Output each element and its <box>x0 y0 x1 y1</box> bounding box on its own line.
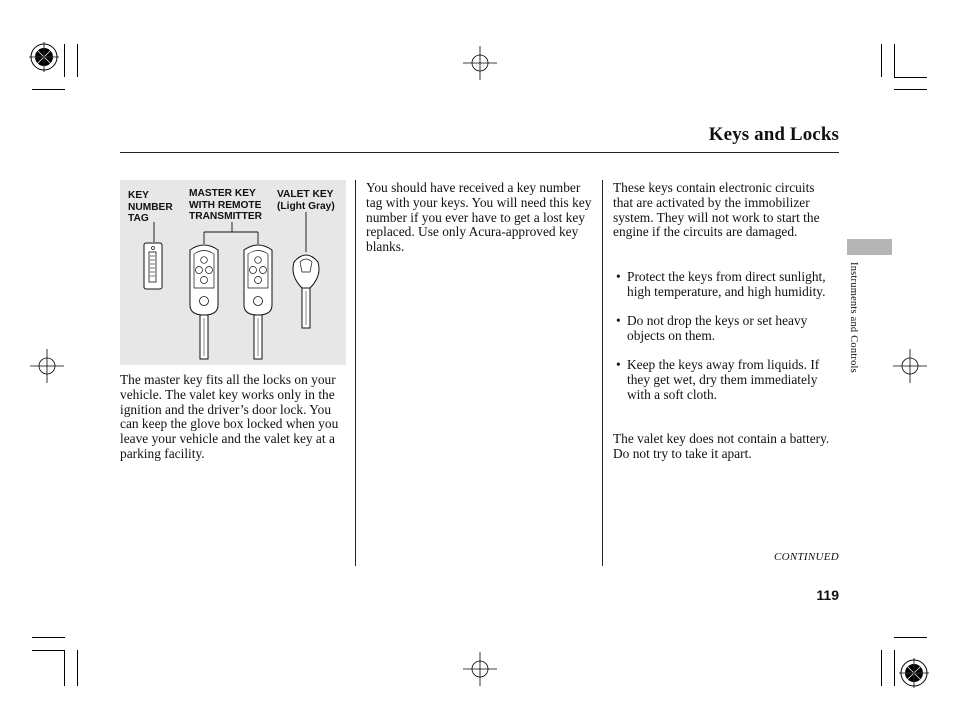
column-divider-2 <box>602 180 603 566</box>
bullet-icon: • <box>616 313 621 329</box>
list-item: • Protect the keys from direct sunlight, high temperature, and high humidity. <box>616 269 826 299</box>
keys-illustration <box>120 180 346 365</box>
column3-intro: These keys contain electronic circuits that are activated by the immobilizer system. They will not work to start the engine if the circuits are damaged. <box>613 180 820 240</box>
column1-paragraph: The master key fits all the locks on your vehicle. The valet key works only in the ignition and the driver’s door lock. You can keep the glove box locked when you leave your vehicle and the valet key at a parking facility. <box>120 372 339 461</box>
key-number-tag-icon <box>144 243 162 289</box>
section-tab <box>847 239 892 255</box>
continued-label: CONTINUED <box>773 551 839 563</box>
bullet-icon: • <box>616 269 621 284</box>
valet-key-label: VALET KEY (Light Gray) <box>277 189 335 212</box>
column2-paragraph: You should have received a key number tag with your keys. You will need this key number if you ever have to get a lost key replaced. Use only Acura-approved key blanks. <box>366 180 592 255</box>
column3-outro: The valet key does not contain a battery. Do not try to take it apart. <box>613 431 830 461</box>
master-key-icon <box>244 245 272 359</box>
registration-starburst-icon <box>899 658 929 688</box>
registration-starburst-icon <box>29 42 59 72</box>
page-number: 119 <box>816 587 839 603</box>
valet-key-icon <box>293 255 319 328</box>
bullet-icon: • <box>616 357 621 373</box>
registration-crosshair-icon <box>463 46 497 80</box>
precautions-list <box>613 270 837 417</box>
header-rule <box>120 152 839 153</box>
registration-crosshair-icon <box>30 349 64 383</box>
section-label: Instruments and Controls <box>848 262 859 373</box>
keys-drawing <box>120 180 346 365</box>
page-title: Keys and Locks <box>708 124 839 145</box>
master-key-icon <box>190 245 218 359</box>
registration-crosshair-icon <box>893 349 927 383</box>
registration-crosshair-icon <box>463 652 497 686</box>
master-key-label: MASTER KEY WITH REMOTE TRANSMITTER <box>189 188 263 222</box>
column-divider-1 <box>355 180 356 566</box>
list-item: • Do not drop the keys or set heavy objects on them. <box>616 313 808 343</box>
key-number-tag-label: KEY NUMBER TAG <box>128 190 173 224</box>
list-item: • Keep the keys away from liquids. If they get wet, dry them immediately with a soft cloth. <box>616 357 820 402</box>
